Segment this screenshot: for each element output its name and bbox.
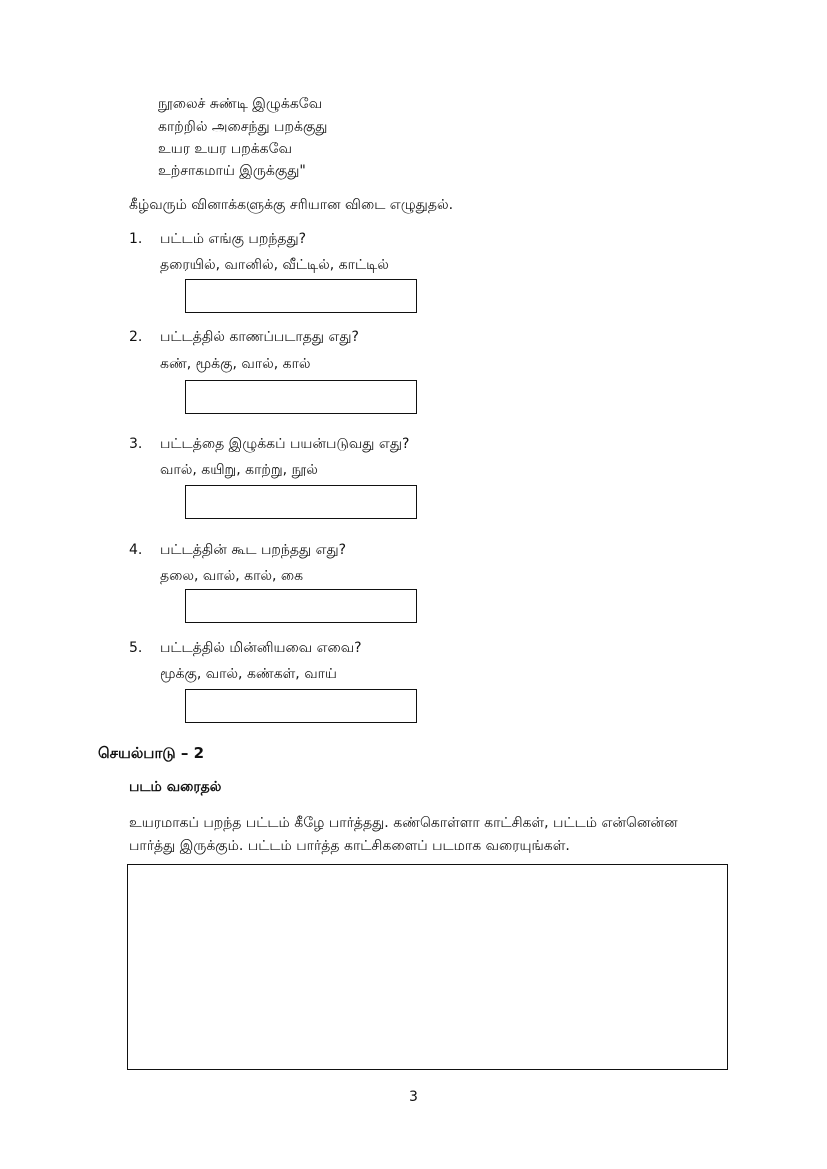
- question-options-4: தலை, வால், கால், கை: [160, 568, 304, 584]
- question-text-1: பட்டம் எங்கு பறந்தது?: [160, 231, 307, 247]
- question-number-3: 3.: [129, 436, 143, 452]
- question-options-1: தரையில், வானில், வீட்டில், காட்டில்: [160, 257, 389, 273]
- answer-box-4[interactable]: [185, 589, 417, 623]
- activity-title: செயல்பாடு – 2: [98, 744, 205, 762]
- question-number-2: 2.: [129, 329, 143, 345]
- question-text-5: பட்டத்தில் மின்னியவை எவை?: [160, 640, 362, 656]
- poem-line-4: உற்சாகமாய் இருக்குது": [158, 163, 306, 179]
- drawing-area-box[interactable]: [127, 864, 728, 1070]
- activity-paragraph-line-2: பார்த்து இருக்கும். பட்டம் பார்த்த காட்சிகளைப் படமாக வரையுங்கள்.: [129, 838, 570, 854]
- answer-box-2[interactable]: [185, 380, 417, 414]
- question-text-3: பட்டத்தை இழுக்கப் பயன்படுவது எது?: [160, 436, 410, 452]
- question-number-4: 4.: [129, 542, 143, 558]
- question-options-5: மூக்கு, வால், கண்கள், வாய்: [160, 666, 337, 682]
- question-options-3: வால், கயிறு, காற்று, நூல்: [160, 462, 318, 478]
- answer-box-5[interactable]: [185, 689, 417, 723]
- answer-box-3[interactable]: [185, 485, 417, 519]
- question-number-1: 1.: [129, 231, 143, 247]
- activity-paragraph-line-1: உயரமாகப் பறந்த பட்டம் கீழே பார்த்தது. கண்கொள்ளா காட்சிகள், பட்டம் என்னென்ன: [129, 815, 678, 831]
- instruction-text: கீழ்வரும் வினாக்களுக்கு சரியான விடை எழுதுதல்.: [129, 197, 454, 213]
- page-number: 3: [409, 1089, 418, 1105]
- activity-paragraph: [129, 812, 734, 858]
- poem-line-2: காற்றில் அசைந்து பறக்குது: [158, 119, 328, 135]
- answer-box-1[interactable]: [185, 279, 417, 313]
- question-options-2: கண், மூக்கு, வால், கால்: [160, 356, 311, 372]
- question-number-5: 5.: [129, 640, 143, 656]
- question-text-4: பட்டத்தின் கூட பறந்தது எது?: [160, 542, 347, 558]
- poem-line-3: உயர உயர பறக்கவே: [158, 141, 292, 157]
- poem-line-1: நூலைச் சுண்டி இழுக்கவே: [158, 96, 323, 112]
- activity-subtitle: படம் வரைதல்: [129, 779, 222, 795]
- question-text-2: பட்டத்தில் காணப்படாதது எது?: [160, 329, 359, 345]
